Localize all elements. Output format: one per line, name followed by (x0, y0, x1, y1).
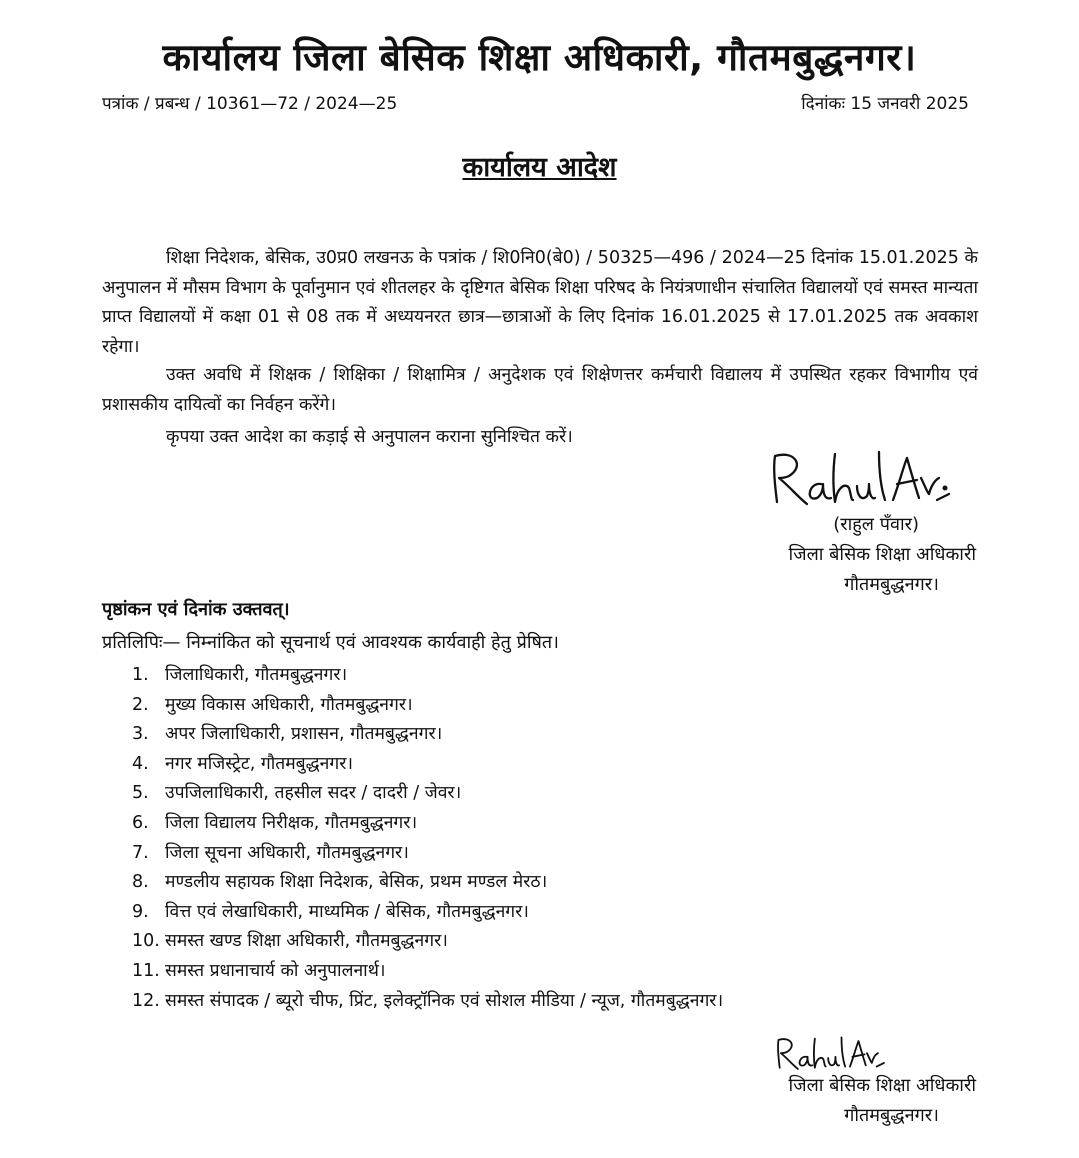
list-item (132, 957, 723, 987)
list-item-number: 7. (132, 842, 149, 863)
list-item-text: समस्त प्रधानाचार्य को अनुपालनार्थ। (165, 960, 386, 981)
signatory-designation: जिला बेसिक शिक्षा अधिकारी (788, 544, 976, 565)
list-item-number: 4. (132, 753, 149, 774)
list-item-text: जिला सूचना अधिकारी, गौतमबुद्धनगर। (165, 842, 409, 863)
body-paragraph-2-text: उक्त अवधि में शिक्षक / शिक्षिका / शिक्षामित्र / अनुदेशक एवं शिक्षेणत्तर कर्मचारी विद्यालय में उपस्थित रहकर विभागीय एवं प्रशासकीय दायित्वों का निर्वहन करेंगे। (102, 365, 978, 415)
list-item-number: 3. (132, 724, 149, 745)
signatory-name: (राहुल पँवार) (833, 514, 919, 535)
office-title: कार्यालय जिला बेसिक शिक्षा अधिकारी, गौतमबुद्धनगर। (162, 36, 917, 79)
endorsement-heading: पृष्ठांकन एवं दिनांक उक्तवत्। (102, 599, 290, 620)
reference-number: पत्रांक / प्रबन्ध / 10361—72 / 2024—25 (102, 94, 398, 114)
signatory-place: गौतमबुद्धनगर। (844, 574, 939, 595)
list-item-number: 9. (132, 901, 149, 922)
list-item (132, 898, 723, 928)
list-item-text: वित्त एवं लेखाधिकारी, माध्यमिक / बेसिक, गौतमबुद्धनगर। (165, 901, 529, 922)
list-item-number: 11. (132, 960, 160, 981)
handwritten-signature (765, 448, 955, 514)
list-item (132, 987, 723, 1017)
recipient-list (132, 661, 723, 1016)
list-item-text: जिलाधिकारी, गौतमबुद्धनगर। (165, 665, 348, 685)
list-item (132, 691, 723, 721)
order-title: कार्यालय आदेश (462, 152, 617, 183)
list-item-text: समस्त संपादक / ब्यूरो चीफ, प्रिंट, इलेक्ट्रॉनिक एवं सोशल मीडिया / न्यूज, गौतमबुद्धनगर। (165, 990, 724, 1011)
list-item-number: 5. (132, 783, 149, 804)
list-item (132, 720, 723, 750)
body-paragraph-1 (102, 244, 978, 362)
list-item-text: नगर मजिस्ट्रेट, गौतमबुद्धनगर। (165, 753, 353, 774)
list-item (132, 927, 723, 957)
letter-date: दिनांकः 15 जनवरी 2025 (801, 94, 969, 114)
list-item-text: मण्डलीय सहायक शिक्षा निदेशक, बेसिक, प्रथम मण्डल मेरठ। (165, 872, 548, 893)
list-item-text: जिला विद्यालय निरीक्षक, गौतमबुद्धनगर। (165, 812, 418, 833)
body-paragraph-2 (102, 361, 978, 420)
list-item (132, 809, 723, 839)
list-item-number: 6. (132, 812, 149, 833)
list-item (132, 839, 723, 869)
list-item-number: 10. (132, 931, 160, 952)
list-item-number: 2. (132, 694, 149, 715)
body-paragraph-3-text: कृपया उक्त आदेश का कड़ाई से अनुपालन कराना सुनिश्चित करें। (166, 427, 573, 447)
list-item-number: 8. (132, 872, 149, 893)
list-item (132, 661, 723, 691)
list-item (132, 779, 723, 809)
body-paragraph-1-text: शिक्षा निदेशक, बेसिक, उ0प्र0 लखनऊ के पत्रांक / शि0नि0(बे0) / 50325—496 / 2024—25 दिनांक 15.01.2025 के अनुपालन में मौसम विभाग के पूर्वानुमान एवं शीतलहर के दृष्टिगत बेसिक शिक्षा परिषद के नियंत्रणाधीन संचालित विद्यालयों एवं समस्त मान्यता प्राप्त विद्यालयों में कक्षा 01 से 08 तक में अध्ययनरत छात्र—छात्राओं के लिए दिनांक 16.01.2025 से 17.01.2025 तक अवकाश रहेगा। (102, 248, 978, 357)
list-item (132, 750, 723, 780)
list-item-text: उपजिलाधिकारी, तहसील सदर / दादरी / जेवर। (165, 783, 462, 804)
copy-to-line: प्रतिलिपिः— निम्नांकित को सूचनार्थ एवं आवश्यक कार्यवाही हेतु प्रेषित। (102, 632, 559, 653)
list-item-text: मुख्य विकास अधिकारी, गौतमबुद्धनगर। (165, 694, 413, 715)
signatory2-place: गौतमबुद्धनगर। (844, 1105, 939, 1126)
list-item-text: समस्त खण्ड शिक्षा अधिकारी, गौतमबुद्धनगर। (165, 931, 448, 952)
handwritten-signature-small (770, 1035, 890, 1075)
list-item (132, 868, 723, 898)
list-item-number: 1. (132, 665, 149, 685)
signatory2-designation: जिला बेसिक शिक्षा अधिकारी (788, 1075, 976, 1096)
list-item-text: अपर जिलाधिकारी, प्रशासन, गौतमबुद्धनगर। (165, 724, 443, 745)
list-item-number: 12. (132, 990, 160, 1011)
